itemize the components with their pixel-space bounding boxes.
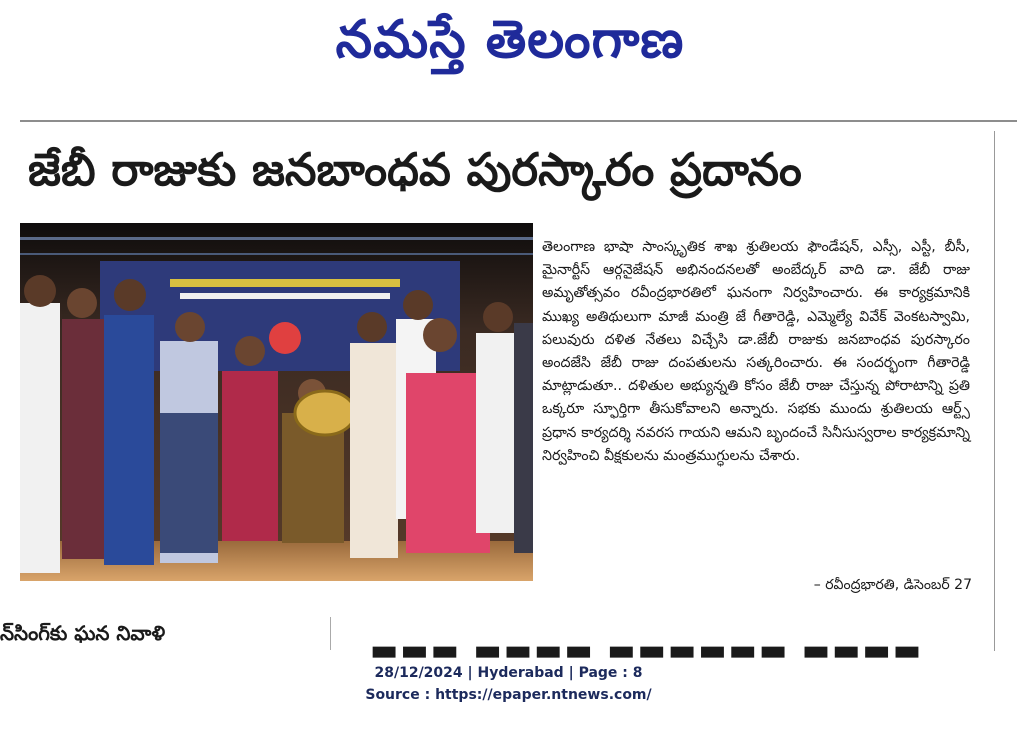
award-ceremony-photo: [20, 223, 533, 581]
page-footer: [0, 662, 1017, 712]
masthead-title: నమస్తే తెలంగాణ: [335, 9, 685, 70]
article-dateline: – రవీంద్రభారతి, డిసెంబర్ 27: [813, 577, 972, 593]
footer-source-link[interactable]: Source : https://epaper.ntnews.com/: [365, 687, 652, 703]
article-body: తెలంగాణ భాషా సాంస్కృతిక శాఖ శ్రుతిలయ ఫౌండేషన్, ఎస్సీ, ఎస్టీ, బీసీ, మైనార్టీస్ ఆర్గనైజేషన్ అభినందనలతో అంబేద్కర్ వాది డా. జేబీ రాజు అమృతోత్సవం రవీంద్రభారతిలో ఘనంగా నిర్వహించారు. ఈ కార్యక్రమానికి ముఖ్య అతిథులుగా మాజీ మంత్రి జే గీతారెడ్డి, ఎమ్మెల్యే వివేక్ వెంకటస్వామి, పలువురు దళిత నేతలు విచ్చేసి డా.జేబీ రాజుకు జనబాంధవ పురస్కారం అందజేసి జేబీ రాజు దంపతులను సత్కరించారు. ఈ సందర్భంగా గీతారెడ్డి మాట్లాడుతూ.. దళితుల అభ్యున్నతి కోసం జేబీ రాజు చేస్తున్న పోరాటాన్ని ప్రతి ఒక్కరూ స్ఫూర్తిగా తీసుకోవాలని అన్నారు. సభకు ముందు శ్రుతిలయ ఆర్ట్స్ ప్రధాన కార్యదర్శి నవరస గాయని ఆమని బృందంచే సినీసుస్వరాల కార్యక్రమాన్ని నిర్వహించి వీక్షకులను మంత్రముగ్ధులను చేశారు.: [542, 239, 970, 464]
next-story-headline-right-cropped: [370, 633, 930, 668]
top-rule: [20, 120, 1017, 122]
column-divider: [330, 617, 331, 650]
article-headline: జేబీ రాజుకు జనబాంధవ పురస్కారం ప్రదానం: [28, 143, 802, 196]
next-story-headline-left: న్‌సింగ్‌కు ఘన నివాళి: [0, 621, 166, 645]
column-rule-right: [994, 131, 995, 651]
cropped-headline-glyphs: ▬▬▬ ▬▬▬▬ ▬▬▬▬▬▬ ▬▬▬▬: [370, 633, 924, 668]
footer-edition-info: 28/12/2024 | Hyderabad | Page : 8: [374, 665, 643, 681]
article-photo: [20, 223, 533, 581]
